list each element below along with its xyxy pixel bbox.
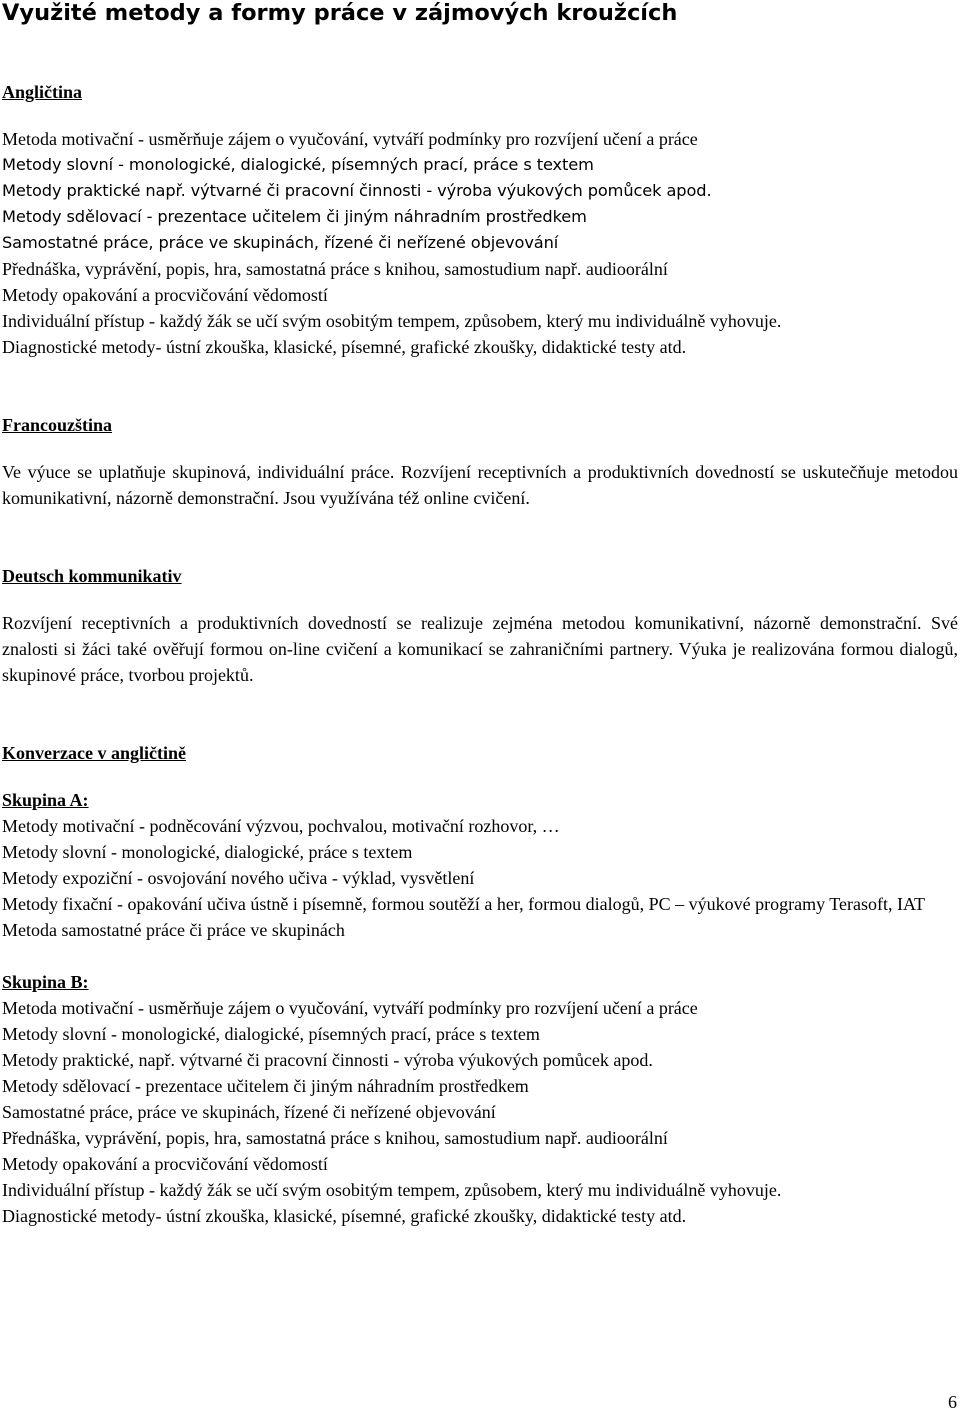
method-line: Samostatné práce, práce ve skupinách, řízené či neřízené objevování <box>2 1102 496 1122</box>
method-line: Metody slovní - monologické, dialogické, písemných prací, práce s textem <box>2 1024 540 1044</box>
method-line: Samostatné práce, práce ve skupinách, řízené či neřízené objevování <box>2 233 559 252</box>
skupina-a <box>2 787 958 943</box>
method-line: Metody opakování a procvičování vědomostí <box>2 1154 328 1174</box>
method-line: Metody slovní - monologické, dialogické, písemných prací, práce s textem <box>2 155 594 174</box>
individual-approach-paragraph: Individuální přístup - každý žák se učí svým osobitým tempem, způsobem, který mu individuálně vyhovuje. <box>2 311 782 331</box>
method-line: Metody praktické např. výtvarné či pracovní činnosti - výroba výukových pomůcek apod. <box>2 181 712 200</box>
diagnostic-methods-line: Diagnostické metody- ústní zkouška, klasické, písemné, grafické zkoušky, didaktické testy atd. <box>2 337 687 357</box>
sub-heading-skupina-b: Skupina B: <box>2 972 89 992</box>
fixation-methods-paragraph: Metody fixační - opakování učiva ústně i písemně, formou soutěží a her, formou dialogů, PC – výukové programy Terasoft, IAT <box>2 894 925 914</box>
section-paragraph: Rozvíjení receptivních a produktivních dovedností se realizuje zejména metodou komunikativní, názorně demonstrační. Své znalosti si žáci také ověřují formou on-line cvičení a komunikací se zahraničními partnery. Výuka je realizována formou dialogů, skupinové práce, tvorbou projektů. <box>2 613 958 685</box>
method-line: Metoda motivační - usměrňuje zájem o vyučování, vytváří podmínky pro rozvíjení učení a práce <box>2 998 698 1018</box>
document-page <box>2 0 958 1229</box>
method-line: Metody slovní - monologické, dialogické, práce s textem <box>2 842 413 862</box>
spacer <box>2 360 958 412</box>
section-heading-francouzstina: Francouzština <box>2 415 112 435</box>
section-anglictina <box>2 79 958 360</box>
method-line: Metoda motivační - usměrňuje zájem o vyučování, vytváří podmínky pro rozvíjení učení a práce <box>2 129 698 149</box>
section-heading-konverzace: Konverzace v angličtině <box>2 743 186 763</box>
section-deutsch <box>2 563 958 688</box>
spacer <box>2 438 958 459</box>
spacer <box>2 27 958 79</box>
method-line: Metody motivační - podněcování výzvou, pochvalou, motivační rozhovor, … <box>2 816 560 836</box>
section-francouzstina <box>2 412 958 511</box>
method-line: Metody praktické, např. výtvarné či pracovní činnosti - výroba výukových pomůcek apod. <box>2 1050 653 1070</box>
section-heading-anglictina: Angličtina <box>2 82 83 102</box>
spacer <box>2 589 958 610</box>
method-line: Přednáška, vyprávění, popis, hra, samostatná práce s knihou, samostudium např. audioorální <box>2 1128 668 1148</box>
method-line: Metody sdělovací - prezentace učitelem či jiným náhradním prostředkem <box>2 207 587 226</box>
method-line: Metoda samostatné práce či práce ve skupinách <box>2 920 345 940</box>
diagnostic-methods-line: Diagnostické metody- ústní zkouška, klasické, písemné, grafické zkoušky, didaktické testy atd. <box>2 1206 687 1226</box>
section-paragraph: Ve výuce se uplatňuje skupinová, individuální práce. Rozvíjení receptivních a produktivních dovedností se uskutečňuje metodou komunikativní, názorně demonstrační. Jsou využívána též online cvičení. <box>2 462 958 508</box>
sub-heading-skupina-a: Skupina A: <box>2 790 89 810</box>
method-line: Metody expoziční - osvojování nového učiva - výklad, vysvětlení <box>2 868 475 888</box>
section-konverzace <box>2 740 958 1229</box>
skupina-b <box>2 969 958 1229</box>
spacer <box>2 943 958 969</box>
spacer <box>2 766 958 787</box>
spacer <box>2 511 958 563</box>
page-number: 6 <box>948 1392 957 1412</box>
method-line: Metody sdělovací - prezentace učitelem či jiným náhradním prostředkem <box>2 1076 529 1096</box>
method-line: Metody opakování a procvičování vědomostí <box>2 285 328 305</box>
page-title: Využité metody a formy práce v zájmových kroužcích <box>2 0 678 26</box>
spacer <box>2 105 958 126</box>
section-heading-deutsch: Deutsch kommunikativ <box>2 566 182 586</box>
method-line: Přednáška, vyprávění, popis, hra, samostatná práce s knihou, samostudium např. audioorální <box>2 259 668 279</box>
individual-approach-paragraph: Individuální přístup - každý žák se učí svým osobitým tempem, způsobem, který mu individuálně vyhovuje. <box>2 1180 782 1200</box>
spacer <box>2 688 958 740</box>
